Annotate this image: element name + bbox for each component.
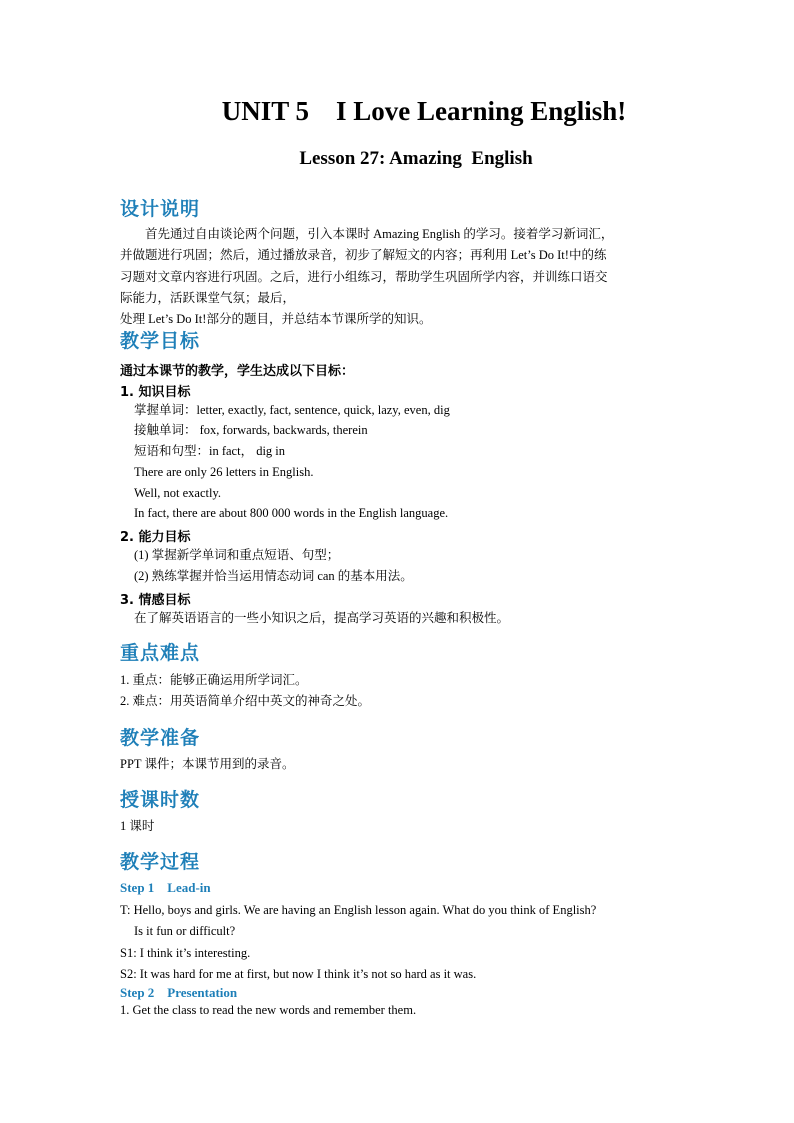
keypoint-line: 1. 重点：能够正确运用所学词汇。	[120, 673, 308, 687]
ability-label: 2. 能力目标	[120, 530, 191, 545]
design-paragraph	[120, 224, 670, 330]
design-line: 际能力，活跃课堂气氛；最后，	[120, 290, 296, 305]
step1-line: T: Hello, boys and girls. We are having an English lesson again. What do you think of English?	[120, 903, 597, 917]
preparation-heading: 教学准备	[120, 727, 201, 749]
step1-line: S2: It was hard for me at first, but now I think it’s not so hard as it was.	[120, 967, 477, 981]
hours-heading: 授课时数	[120, 789, 201, 811]
knowledge-line: There are only 26 letters in English.	[134, 465, 314, 479]
knowledge-line: 掌握单词：letter, exactly, fact, sentence, quick, lazy, even, dig	[134, 403, 450, 417]
knowledge-line: Well, not exactly.	[134, 486, 222, 500]
emotion-label: 3. 情感目标	[120, 593, 191, 608]
knowledge-line: 接触单词： fox, forwards, backwards, therein	[134, 423, 368, 437]
design-line: 处理 Let’s Do It!部分的题目，并总结本节课所学的知识。	[120, 312, 432, 327]
knowledge-line: 短语和句型：in fact， dig in	[134, 444, 286, 458]
step1-label: Step 1 Lead-in	[120, 880, 211, 895]
knowledge-line: In fact, there are about 800 000 words in the English language.	[134, 506, 449, 520]
ability-line: (2) 熟练掌握并恰当运用情态动词 can 的基本用法。	[134, 569, 413, 583]
keypoint-line: 2. 难点：用英语简单介绍中英文的神奇之处。	[120, 694, 371, 708]
step1-line: S1: I think it’s interesting.	[120, 946, 251, 960]
preparation-text: PPT 课件；本课节用到的录音。	[120, 757, 295, 771]
step2-label: Step 2 Presentation	[120, 985, 238, 1000]
ability-line: (1) 掌握新学单词和重点短语、句型；	[134, 548, 340, 562]
objectives-intro: 通过本课节的教学，学生达成以下目标：	[120, 364, 355, 379]
design-line: 并做题进行巩固；然后，通过播放录音，初步了解短文的内容；再利用 Let’s Do It!中的练	[120, 248, 607, 263]
unit-title: UNIT 5 I Love Learning English!	[221, 96, 627, 126]
knowledge-label: 1. 知识目标	[120, 385, 191, 400]
objectives-heading: 教学目标	[120, 330, 201, 352]
hours-text: 1 课时	[120, 819, 155, 833]
design-line: 习题对文章内容进行巩固。之后，进行小组练习，帮助学生巩固所学内容，并训练口语交	[120, 269, 608, 284]
emotion-line: 在了解英语语言的一些小知识之后，提高学习英语的兴趣和积极性。	[134, 611, 510, 625]
step2-line: 1. Get the class to read the new words and remember them.	[120, 1003, 417, 1017]
step1-line: Is it fun or difficult?	[134, 924, 236, 938]
design-line: 首先通过自由谈论两个问题，引入本课时 Amazing English 的学习。接着学习新词汇，	[120, 227, 614, 241]
lesson-subtitle: Lesson 27: Amazing English	[299, 148, 533, 169]
process-heading: 教学过程	[120, 851, 201, 873]
keypoints-heading: 重点难点	[120, 642, 201, 664]
design-heading: 设计说明	[120, 198, 201, 220]
